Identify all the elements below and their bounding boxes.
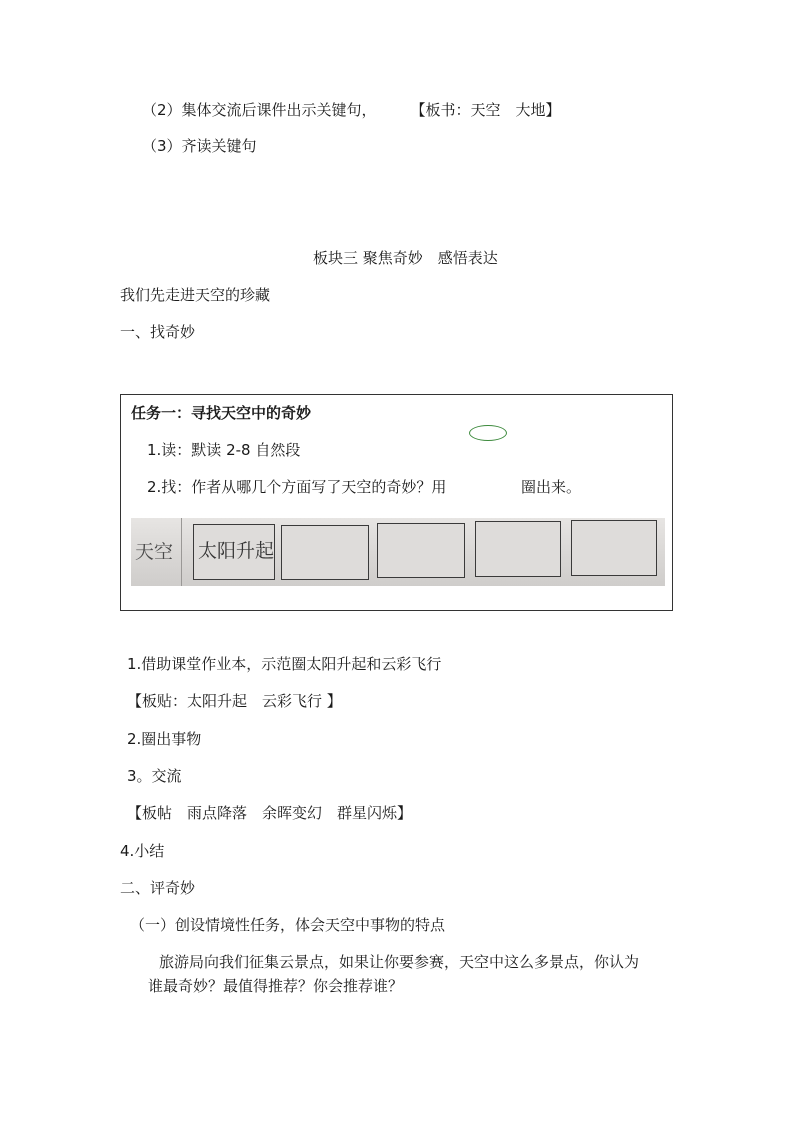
task-item-find-suffix: 圈出来。 (521, 478, 582, 496)
board-note-rain-sunset-stars: 【板帖 雨点降落 余晖变幻 群星闪烁】 (127, 804, 413, 822)
board-note-sun-clouds: 【板贴：太阳升起 云彩飞行 】 (127, 692, 342, 710)
worksheet-cell (377, 523, 465, 578)
discussion-line (142, 100, 561, 120)
section-evaluate-wonder: 二、评奇妙 (120, 879, 196, 897)
worksheet-photo (131, 518, 665, 586)
discussion-text: （2）集体交流后课件出示关键句， (142, 101, 377, 119)
oval-icon (469, 425, 507, 441)
worksheet-cell-text: 太阳升起 (198, 540, 275, 562)
task-box (120, 394, 673, 611)
worksheet-cell (281, 525, 369, 580)
worksheet-cell (571, 520, 657, 576)
worksheet-label: 天空 (135, 541, 174, 563)
task-item-read: 1.读：默读 2-8 自然段 (147, 441, 301, 459)
worksheet-divider (181, 518, 182, 586)
step-circle: 2.圈出事物 (127, 730, 202, 748)
paragraph-line-1: 旅游局向我们征集云景点，如果让你要参赛，天空中这么多景点，你认为 (159, 953, 640, 971)
task-title: 任务一：寻找天空中的奇妙 (131, 404, 312, 422)
step-demo: 1.借助课堂作业本，示范圈太阳升起和云彩飞行 (127, 655, 442, 673)
read-key-sentence-line: （3）齐读关键句 (142, 137, 257, 155)
worksheet-cell (193, 524, 275, 580)
task-item-find-text: 2.找：作者从哪几个方面写了天空的奇妙？用 (147, 478, 447, 496)
task-item-find (147, 477, 446, 497)
step-summary: 4.小结 (120, 842, 165, 860)
section-find-wonder: 一、找奇妙 (120, 323, 196, 341)
board-note-sky-earth: 【板书：天空 大地】 (410, 101, 561, 119)
paragraph-line-2: 谁最奇妙？最值得推荐？你会推荐谁？ (148, 977, 404, 995)
step-share: 3。交流 (127, 767, 182, 785)
section-heading: 板块三 聚焦奇妙 感悟表达 (313, 249, 498, 267)
intro-line: 我们先走进天空的珍藏 (120, 286, 271, 304)
worksheet-cell (475, 521, 561, 577)
subsection-task: （一）创设情境性任务，体会天空中事物的特点 (130, 916, 446, 934)
